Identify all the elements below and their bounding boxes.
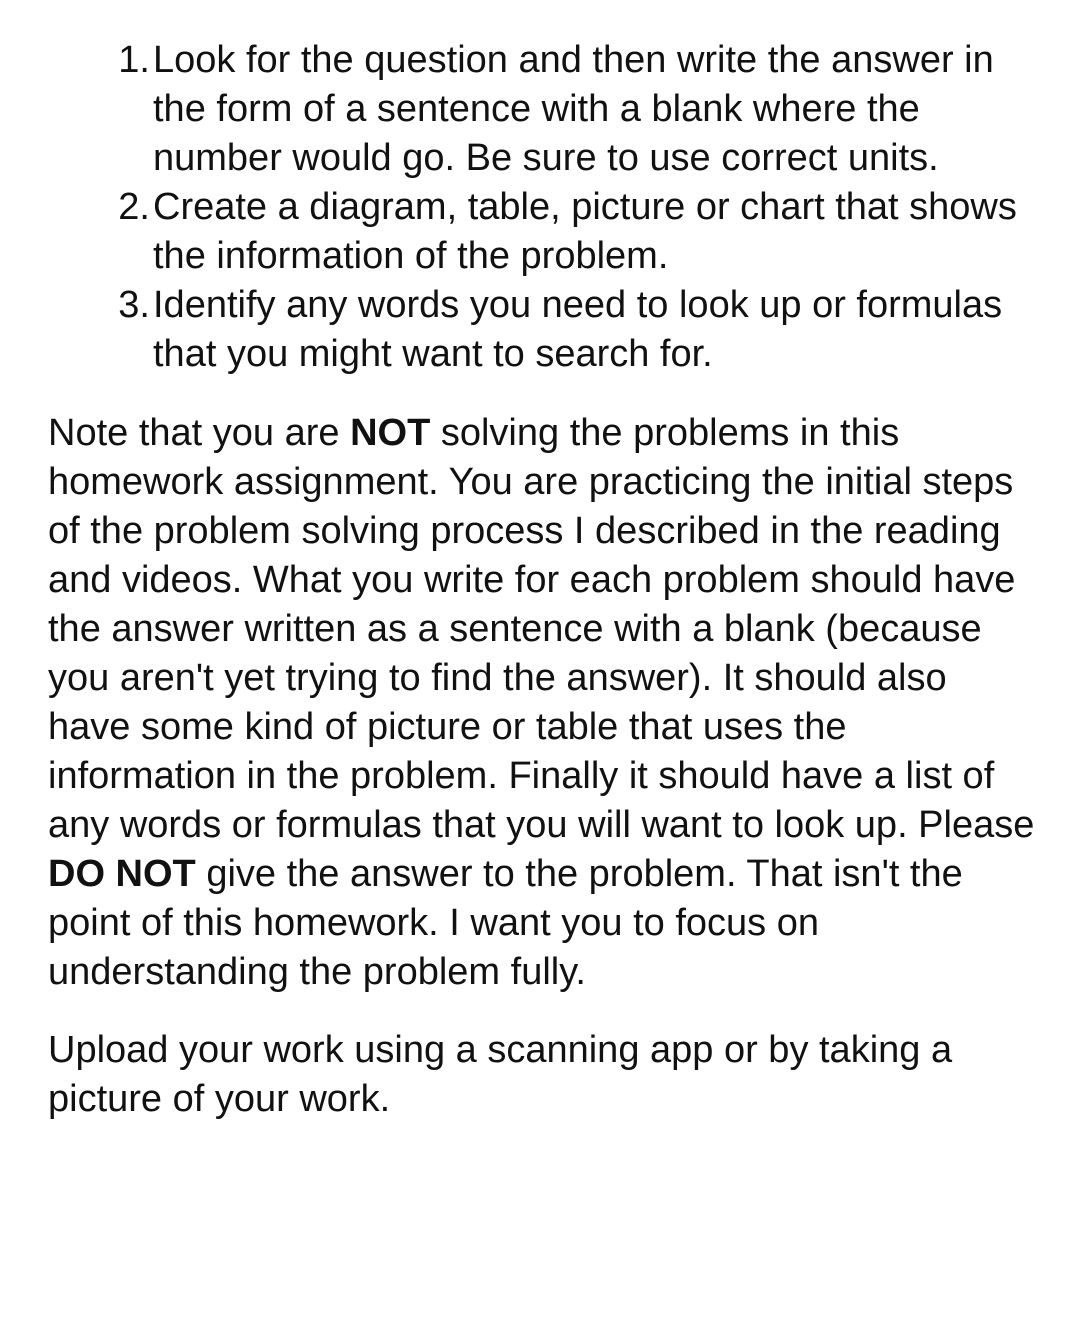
document-body [48, 36, 1038, 1153]
note-paragraph [48, 409, 1038, 997]
step-text: Look for the question and then write the answer in the form of a sentence with a blank where the number would go. Be sure to use correct units. [153, 39, 994, 179]
step-number: 1. [118, 39, 150, 81]
instruction-step-3 [48, 281, 1038, 379]
instruction-step-1 [48, 36, 1038, 183]
note-text: solving the problems in this homework assignment. You are practicing the initial steps of the problem solving process I described in the reading and videos. What you write for each problem should have the answer written as a sentence with a blank (because you aren't yet trying to find the answer). It should also have some kind of picture or table that uses the information in the problem. Finally it should have a list of any words or formulas that you will want to look up. Please [48, 412, 1035, 846]
instruction-step-2 [48, 183, 1038, 281]
step-number: 2. [118, 186, 150, 228]
note-emphasis-not: NOT [350, 412, 431, 454]
instruction-steps-list [48, 36, 1038, 379]
note-text: Note that you are [48, 412, 351, 454]
step-text: Identify any words you need to look up or formulas that you might want to search for. [153, 284, 1003, 375]
note-emphasis-do-not: DO NOT [48, 853, 196, 895]
step-text: Create a diagram, table, picture or chart that shows the information of the problem. [153, 186, 1017, 277]
upload-instructions: Upload your work using a scanning app or by taking a picture of your work. [48, 1029, 953, 1120]
step-number: 3. [118, 284, 150, 326]
note-text: give the answer to the problem. That isn't the point of this homework. I want you to focus on understanding the problem fully. [48, 853, 963, 993]
